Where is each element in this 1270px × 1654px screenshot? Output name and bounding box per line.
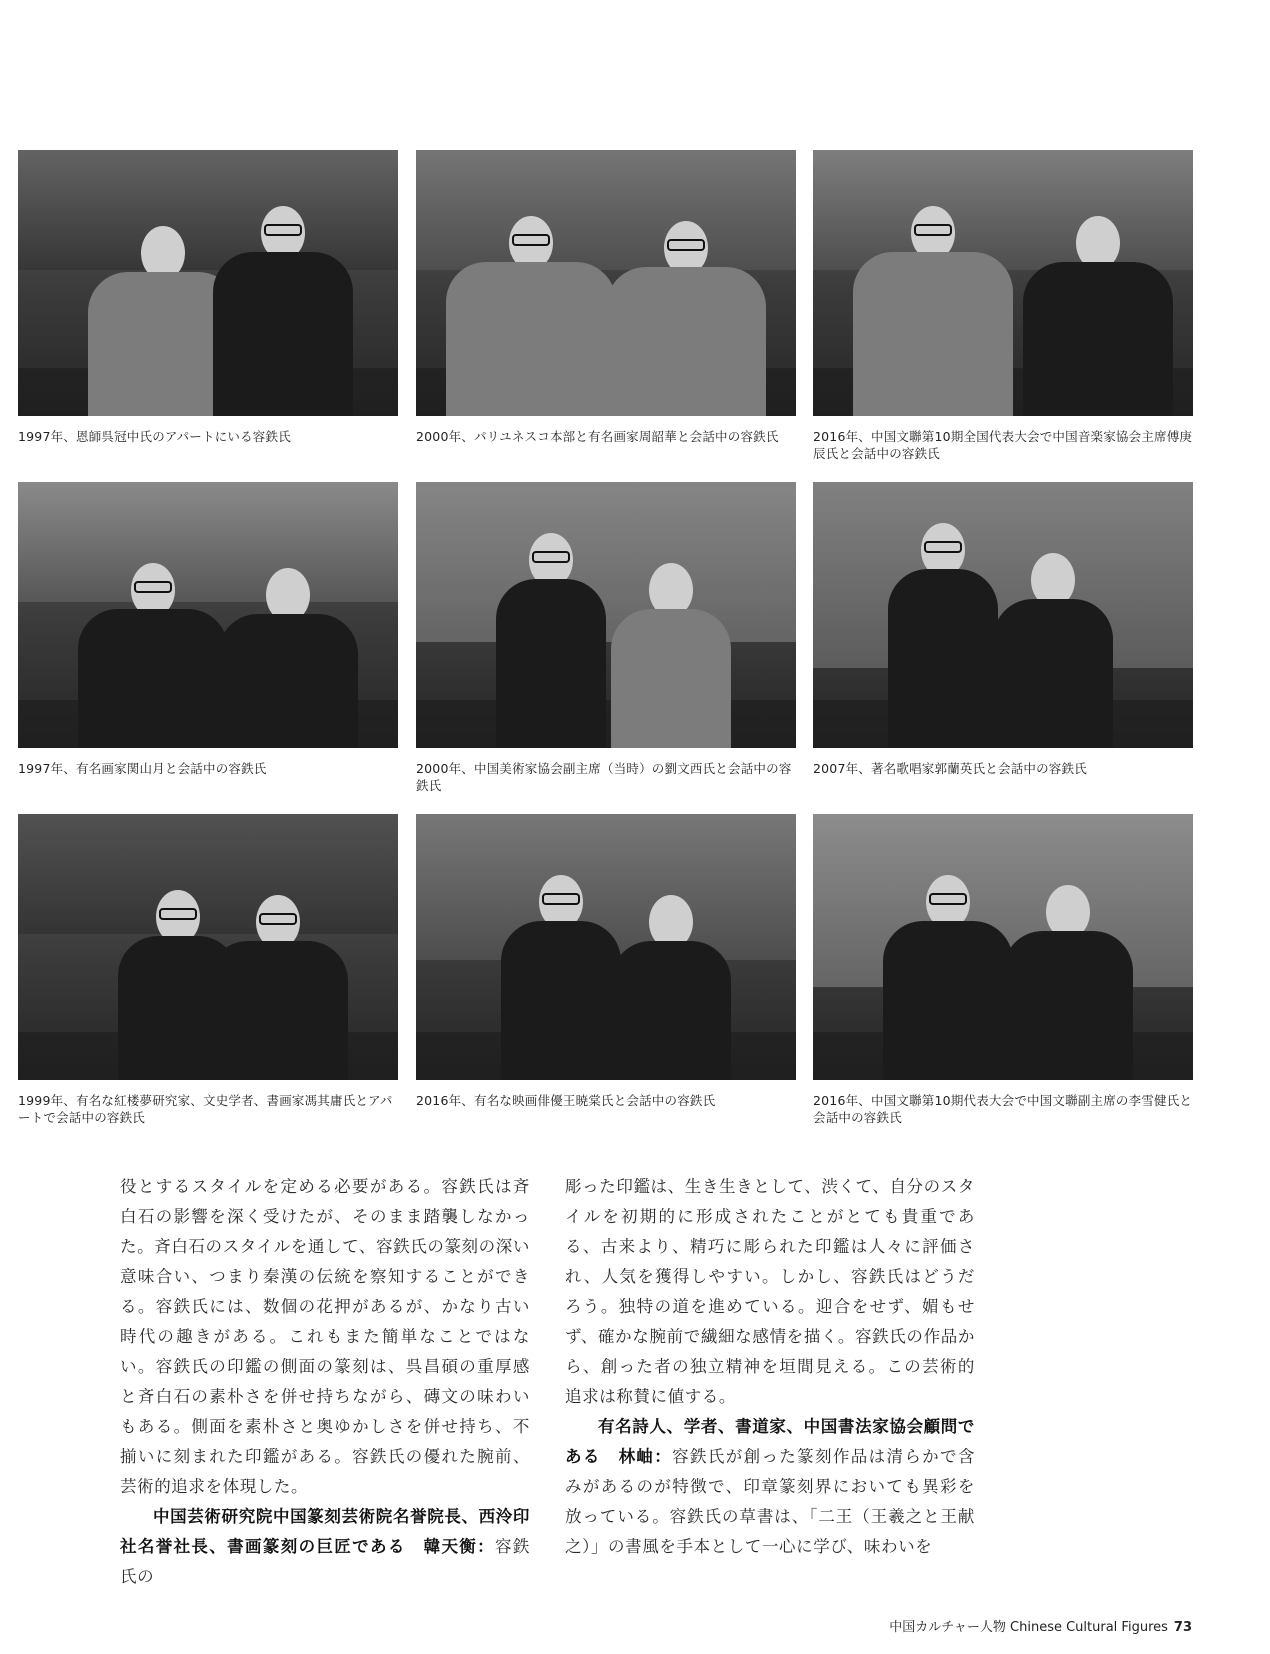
quote-attribution: 有名詩人、学者、書道家、中国書法家協会顧問である 林岫： [565,1417,975,1466]
quote-text: 容鉄氏が創った篆刻作品は清らかで含みがあるのが特徴で、印章篆刻界においても異彩を放っている。容鉄氏の草書は、「二王（王羲之と王献之）」の書風を手本として一心に学び、味わいを [565,1447,975,1556]
photo-3 [813,150,1193,416]
article-column-2 [565,1172,975,1562]
photo-2 [416,150,796,416]
publication-name: 中国カルチャー人物 Chinese Cultural Figures [889,1620,1168,1635]
photo-7-caption: 1999年、有名な紅楼夢研究家、文史学者、書画家馮其庸氏とアパートで会話中の容鉄氏 [18,1093,393,1125]
photo-8-caption: 2016年、有名な映画俳優王暁棠氏と会話中の容鉄氏 [416,1093,716,1108]
article-paragraph: 役とするスタイルを定める必要がある。容鉄氏は斉白石の影響を深く受けたが、そのまま踏襲しなかった。斉白石のスタイルを通して、容鉄氏の篆刻の深い意味合い、つまり秦漢の伝統を察知することができる。容鉄氏には、数個の花押があるが、かなり古い時代の趣きがある。これもまた簡単なことではない。容鉄氏の印鑑の側面の篆刻は、呉昌碩の重厚感と斉白石の素朴さを併せ持ちながら、磚文の味わいもある。側面を素朴さと奥ゆかしさを併せ持ち、不揃いに刻まれた印鑑がある。容鉄氏の優れた腕前、芸術的追求を体現した。 [120,1177,530,1496]
photo-1 [18,150,398,416]
page-number: 73 [1173,1620,1192,1635]
photo-4-caption: 1997年、有名画家関山月と会話中の容鉄氏 [18,761,267,776]
page-footer [889,1616,1192,1635]
photo-6 [813,482,1193,748]
article-paragraph [120,1502,530,1592]
photo-2-caption: 2000年、パリユネスコ本部と有名画家周韶華と会話中の容鉄氏 [416,429,779,444]
photo-5 [416,482,796,748]
photo-9 [813,814,1193,1080]
photo-4 [18,482,398,748]
photo-8 [416,814,796,1080]
article-paragraph: 彫った印鑑は、生き生きとして、渋くて、自分のスタイルを初期的に形成されたことがとても貴重である、古来より、精巧に彫られた印鑑は人々に評価され、人気を獲得しやすい。しかし、容鉄氏はどうだろう。独特の道を進めている。迎合をせず、媚もせず、確かな腕前で繊細な感情を描く。容鉄氏の作品から、創った者の独立精神を垣間見える。この芸術的追求は称賛に値する。 [565,1177,975,1406]
photo-6-caption: 2007年、著名歌唱家郭蘭英氏と会話中の容鉄氏 [813,761,1087,776]
quote-text: 容鉄氏の [120,1537,530,1586]
photo-7 [18,814,398,1080]
article-paragraph [565,1412,975,1562]
photo-1-caption: 1997年、恩師呉冠中氏のアパートにいる容鉄氏 [18,429,291,444]
article-column-1 [120,1172,530,1592]
quote-attribution: 中国芸術研究院中国篆刻芸術院名誉院長、西泠印社名誉社長、書画篆刻の巨匠である 韓天衡： [120,1507,530,1556]
photo-3-caption: 2016年、中国文聯第10期全国代表大会で中国音楽家協会主席傅庚辰氏と会話中の容鉄氏 [813,429,1193,461]
photo-5-caption: 2000年、中国美術家協会副主席（当時）の劉文西氏と会話中の容鉄氏 [416,761,792,793]
photo-9-caption: 2016年、中国文聯第10期代表大会で中国文聯副主席の李雪健氏と会話中の容鉄氏 [813,1093,1193,1125]
